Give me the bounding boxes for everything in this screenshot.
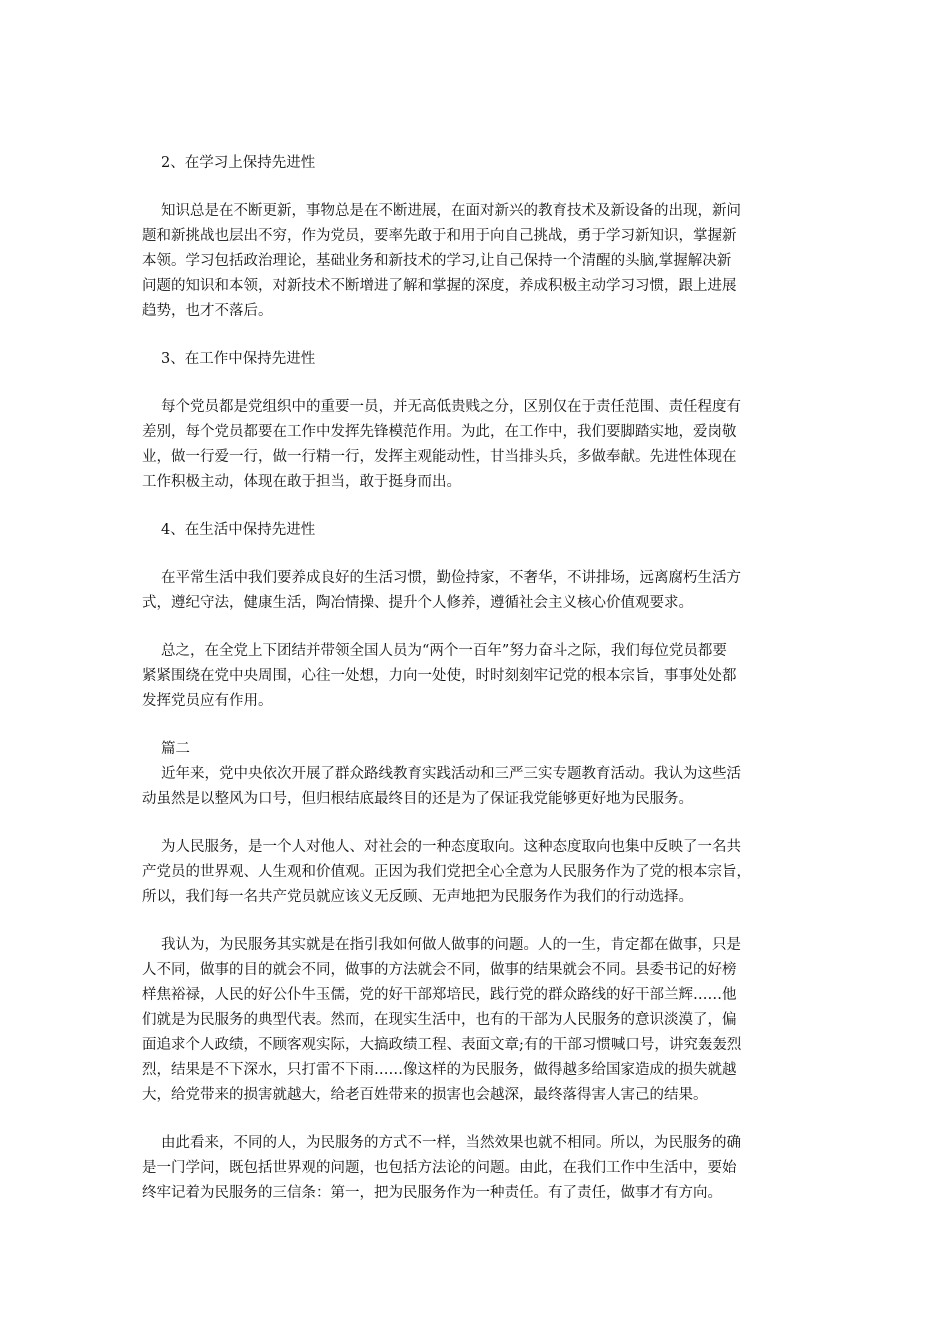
text-line: 题和新挑战也层出不穷，作为党员，要率先敢于和用于向自己挑战，勇于学习新知识，掌握新 [142, 228, 737, 244]
spacer [142, 324, 808, 347]
text-line: 本领。学习包括政治理论，基础业务和新技术的学习,让自己保持一个清醒的头脑,掌握解决新 [142, 253, 732, 269]
spacer [142, 1108, 808, 1131]
text-line: 总之，在全党上下团结并带领全国人员为“两个一百年”努力奋斗之际，我们每位党员都要 [161, 643, 727, 659]
text-line: 近年来，党中央依次开展了群众路线教育实践活动和三严三实专题教育活动。我认为这些活 [161, 766, 741, 782]
text-line: 紧紧围绕在党中央周围，心往一处想，力向一处使，时时刻刻牢记党的根本宗旨，事事处处都 [142, 668, 737, 684]
text-line: 业，做一行爱一行，做一行精一行，发挥主观能动性，甘当排头兵，多做奉献。先进性体现在 [142, 449, 737, 465]
spacer [142, 495, 808, 518]
text-line: 式，遵纪守法，健康生活，陶冶情操、提升个人修养，遵循社会主义核心价值观要求。 [142, 595, 693, 611]
text-line: 每个党员都是党组织中的重要一员，并无高低贵贱之分，区别仅在于责任范围、责任程度有 [161, 399, 741, 415]
paragraph-intro [142, 762, 808, 812]
spacer [142, 812, 808, 835]
text-line: 问题的知识和本领，对新技术不断增进了解和掌握的深度，养成积极主动学习习惯，跟上进展 [142, 278, 737, 294]
section-heading-life: 4、在生活中保持先进性 [161, 522, 316, 538]
document-body [142, 151, 808, 1206]
text-line: 大，给党带来的损害就越大，给老百姓带来的损害也会越深，最终落得害人害己的结果。 [142, 1087, 708, 1103]
paragraph-serve-people [142, 835, 808, 910]
spacer [142, 616, 808, 639]
spacer [142, 372, 808, 395]
paragraph-life [142, 566, 808, 616]
spacer [142, 714, 808, 737]
text-line: 知识总是在不断更新，事物总是在不断进展，在面对新兴的教育技术及新设备的出现，新问 [161, 203, 741, 219]
text-line: 发挥党员应有作用。 [142, 693, 273, 709]
section-heading-study: 2、在学习上保持先进性 [161, 155, 316, 171]
text-line: 烈，结果是不下深水，只打雷不下雨……像这样的为民服务，做得越多给国家造成的损失就越 [142, 1062, 737, 1078]
text-line: 差别，每个党员都要在工作中发挥先锋模范作用。为此，在工作中，我们要脚踏实地，爱岗敬 [142, 424, 737, 440]
text-line: 是一门学问，既包括世界观的问题，也包括方法论的问题。由此，在我们工作中生活中，要始 [142, 1160, 737, 1176]
spacer [142, 543, 808, 566]
text-line: 产党员的世界观、人生观和价值观。正因为我们党把全心全意为人民服务作为了党的根本宗旨， [142, 864, 751, 880]
text-line: 所以，我们每一名共产党员就应该义无反顾、无声地把为民服务作为我们的行动选择。 [142, 889, 693, 905]
paragraph-conclusion [142, 1131, 808, 1206]
text-line: 终牢记着为民服务的三信条：第一，把为民服务作为一种责任。有了责任，做事才有方向。 [142, 1185, 722, 1201]
paragraph-study [142, 199, 808, 324]
text-line: 趋势，也才不落后。 [142, 303, 273, 319]
paragraph-work [142, 395, 808, 495]
text-line: 样焦裕禄，人民的好公仆牛玉儒，党的好干部郑培民，践行党的群众路线的好干部兰辉……他 [142, 987, 737, 1003]
text-line: 动虽然是以整风为口号，但归根结底最终目的还是为了保证我党能够更好地为民服务。 [142, 791, 693, 807]
section-heading-work: 3、在工作中保持先进性 [161, 351, 316, 367]
text-line: 我认为，为民服务其实就是在指引我如何做人做事的问题。人的一生，肯定都在做事，只是 [161, 937, 741, 953]
text-line: 由此看来，不同的人，为民服务的方式不一样，当然效果也就不相同。所以，为民服务的确 [161, 1135, 741, 1151]
text-line: 人不同，做事的目的就会不同，做事的方法就会不同，做事的结果就会不同。县委书记的好榜 [142, 962, 737, 978]
text-line: 为人民服务，是一个人对他人、对社会的一种态度取向。这种态度取向也集中反映了一名共 [161, 839, 741, 855]
spacer [142, 910, 808, 933]
text-line: 面追求个人政绩，不顾客观实际，大搞政绩工程、表面文章;有的干部习惯喊口号，讲究轰轰烈 [142, 1037, 742, 1053]
text-line: 们就是为民服务的典型代表。然而，在现实生活中，也有的干部为人民服务的意识淡漠了，偏 [142, 1012, 737, 1028]
text-line: 在平常生活中我们要养成良好的生活习惯，勤俭持家，不奢华，不讲排场，远离腐朽生活方 [161, 570, 741, 586]
text-line: 工作积极主动，体现在敢于担当，敢于挺身而出。 [142, 474, 461, 490]
paragraph-summary [142, 639, 808, 714]
spacer [142, 176, 808, 199]
part-heading: 篇二 [161, 741, 190, 757]
paragraph-examples [142, 933, 808, 1108]
